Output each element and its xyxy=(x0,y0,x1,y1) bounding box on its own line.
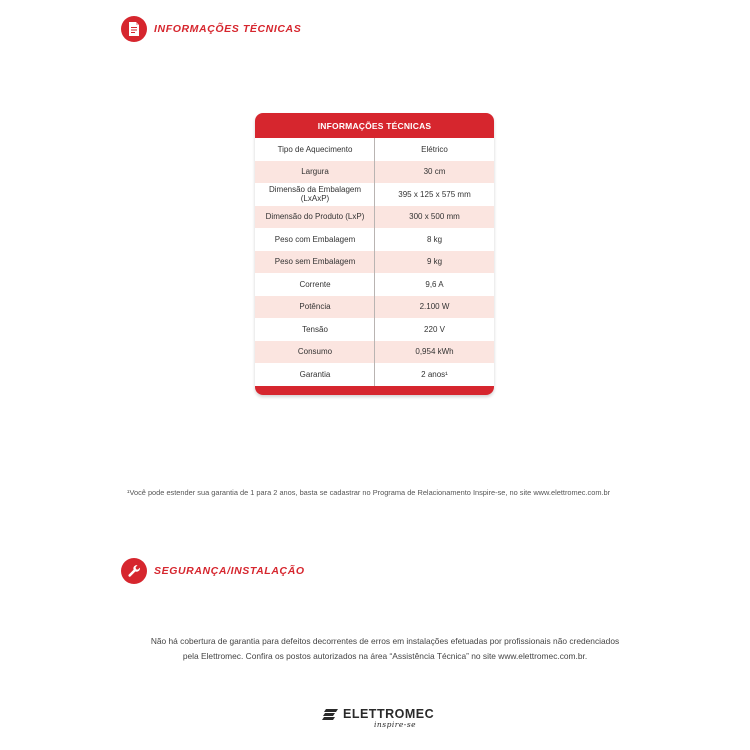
wrench-icon xyxy=(121,558,147,584)
spec-value: Elétrico xyxy=(421,144,448,154)
spec-value: 9,6 A xyxy=(425,279,444,289)
brand-name: ELETTROMEC xyxy=(343,707,435,721)
table-footer-bar xyxy=(255,386,494,395)
document-icon xyxy=(121,16,147,42)
table-row xyxy=(255,363,494,386)
section-title: INFORMAÇÕES TÉCNICAS xyxy=(154,23,302,35)
spec-label: Dimensão do Produto (LxP) xyxy=(265,212,365,222)
spec-label: Consumo xyxy=(297,347,333,357)
specs-table xyxy=(255,113,494,395)
table-row xyxy=(255,341,494,364)
table-row xyxy=(255,228,494,251)
table-row xyxy=(255,296,494,319)
table-header: INFORMAÇÕES TÉCNICAS xyxy=(255,113,494,138)
table-row xyxy=(255,138,494,161)
spec-label: Peso sem Embalagem xyxy=(274,257,356,267)
spec-value: 220 V xyxy=(424,324,445,334)
spec-label: Tipo de Aquecimento xyxy=(277,144,353,154)
spec-value: 300 x 500 mm xyxy=(409,212,460,222)
section-header-seguranca xyxy=(121,558,305,584)
spec-label: Potência xyxy=(299,302,331,312)
spec-value: 2 anos¹ xyxy=(421,369,448,379)
spec-label: Dimensão da Embalagem (LxAxP) xyxy=(268,185,362,204)
spec-value: 395 x 125 x 575 mm xyxy=(398,189,471,199)
spec-label: Garantia xyxy=(299,369,331,379)
section-header-informacoes xyxy=(121,16,301,42)
spec-value: 0,954 kWh xyxy=(415,347,454,357)
spec-label: Largura xyxy=(301,167,329,177)
table-row xyxy=(255,273,494,296)
section-title: SEGURANÇA/INSTALAÇÃO xyxy=(154,565,305,577)
spec-label: Corrente xyxy=(299,279,331,289)
table-row xyxy=(255,318,494,341)
spec-label: Peso com Embalagem xyxy=(274,234,356,244)
table-row xyxy=(255,206,494,229)
table-row xyxy=(255,183,494,206)
safety-paragraph: Não há cobertura de garantia para defeitos decorrentes de erros em instalações efetuadas por profissionais não credenciados pela Elettromec. Confira os postos autorizados na área “Assistência Técnica” no site www.elettromec.com.br. xyxy=(150,636,620,661)
elettromec-logo-icon xyxy=(322,708,339,726)
table-body xyxy=(255,138,494,386)
brand-logo xyxy=(322,707,435,729)
warranty-footnote: ¹Você pode estender sua garantia de 1 para 2 anos, basta se cadastrar no Programa de Relacionamento Inspire-se, no site www.elettromec.com.br xyxy=(127,488,611,497)
brand-tagline: inspire-se xyxy=(374,720,417,729)
spec-value: 2.100 W xyxy=(419,302,450,312)
spec-value: 9 kg xyxy=(426,257,443,267)
spec-label: Tensão xyxy=(302,324,328,334)
table-row xyxy=(255,251,494,274)
spec-value: 30 cm xyxy=(423,167,446,177)
table-row xyxy=(255,161,494,184)
spec-value: 8 kg xyxy=(426,234,443,244)
